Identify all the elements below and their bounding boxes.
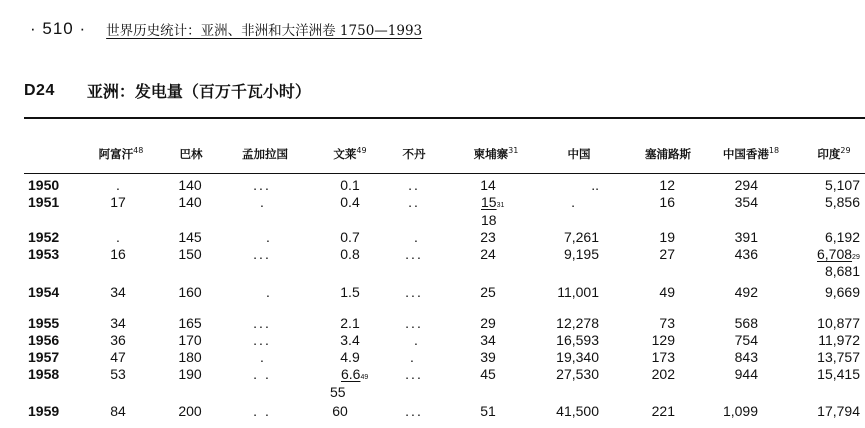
year-cell: 1958 (28, 366, 60, 382)
table-cell: 436 (734, 246, 758, 262)
table-cell: 12,278 (556, 315, 599, 331)
column-header: 文莱$^{49}$ (333, 146, 367, 161)
table-cell: 202 (651, 366, 675, 382)
table-cell: 190 (178, 366, 202, 382)
table-cell: 221 (651, 403, 675, 419)
table-cell-continued: 18 (481, 212, 497, 228)
year-cell: 1956 (28, 332, 60, 348)
year-cell: 1951 (28, 194, 60, 210)
table-cell: 36 (110, 332, 126, 348)
table-cell: 60 (332, 403, 348, 419)
table-cell: 173 (651, 349, 675, 365)
table-cell: 843 (734, 349, 758, 365)
table-cell: 25 (480, 284, 496, 300)
table-cell: 9,669 (824, 284, 860, 300)
year-cell: 1953 (28, 246, 60, 262)
table-cell: .. (591, 177, 599, 193)
table-cell: 11,001 (557, 284, 599, 300)
table-cell: 16,593 (556, 332, 599, 348)
table-cell: 73 (659, 315, 675, 331)
table-cell: 45 (480, 366, 496, 382)
table-cell: 4.9 (340, 349, 360, 365)
column-header: 中国香港$^{18}$ (722, 146, 780, 161)
table-caption: 亚洲：发电量（百万千瓦小时） (86, 82, 311, 101)
year-cell: 1955 (28, 315, 60, 331)
table-cell: 6,192 (824, 229, 860, 245)
table-cell: 34 (110, 315, 126, 331)
table-cell: . (571, 194, 575, 210)
table-cell: 34 (110, 284, 126, 300)
table-cell: 180 (178, 349, 202, 365)
table-cell: . (116, 177, 120, 193)
table-cell: 754 (734, 332, 758, 348)
table-cell: 391 (734, 229, 758, 245)
table-cell: 15,415 (817, 366, 860, 382)
table-cell: ... (253, 332, 271, 348)
table-cell: . (414, 229, 418, 245)
table-cell: 27 (659, 246, 675, 262)
table-cell: ... (405, 366, 423, 382)
table-cell: 17 (110, 194, 126, 210)
table-cell-continued: 55 (330, 384, 346, 400)
column-header: 印度$^{29}$ (817, 146, 851, 161)
table-cell: 51 (480, 403, 496, 419)
table-cell: 150 (178, 246, 202, 262)
table-cell: . (260, 349, 264, 365)
table-cell: 16 (110, 246, 126, 262)
table-cell: 160 (178, 284, 202, 300)
table-cell: ... (405, 403, 423, 419)
table-cell: 14 (480, 177, 496, 193)
table-cell: 12 (659, 177, 675, 193)
table-cell: ... (253, 246, 271, 262)
table-cell: . . (253, 403, 271, 419)
table-cell: ... (253, 315, 271, 331)
year-cell: 1950 (28, 177, 60, 193)
table-cell: 200 (178, 403, 202, 419)
table-cell: 11,972 (818, 332, 860, 348)
running-title: 世界历史统计：亚洲、非洲和大洋洲卷 1750—1993 (106, 23, 423, 39)
table-cell: 354 (734, 194, 758, 210)
table-cell: 2.1 (340, 315, 360, 331)
column-header: 巴林 (179, 147, 203, 161)
table-cell: 170 (178, 332, 202, 348)
table-cell: 492 (734, 284, 758, 300)
top-rule (24, 117, 865, 119)
table-title (24, 79, 311, 102)
column-header: 不丹 (402, 147, 426, 161)
column-header-row (0, 146, 865, 166)
table-cell: 19,340 (556, 349, 599, 365)
table-cell: 10,877 (817, 315, 860, 331)
table-cell: . (260, 194, 264, 210)
table-cell: 0.7 (340, 229, 360, 245)
table-cell: ... (405, 315, 423, 331)
header-rule (24, 173, 865, 174)
table-cell: 145 (178, 229, 202, 245)
table-cell: 1,099 (722, 403, 758, 419)
table-cell: 53 (110, 366, 126, 382)
table-cell: . (266, 229, 270, 245)
table-cell: 41,500 (556, 403, 599, 419)
table-cell: 6,70829 (817, 246, 860, 262)
table-cell: 129 (651, 332, 675, 348)
table-cell: 16 (659, 194, 675, 210)
table-cell: 1.5 (340, 284, 360, 300)
column-header: 孟加拉国 (242, 147, 288, 161)
table-cell: .. (408, 177, 420, 193)
table-cell: 49 (659, 284, 675, 300)
table-cell: 47 (110, 349, 126, 365)
column-header: 塞浦路斯 (645, 147, 691, 161)
table-cell: 29 (480, 315, 496, 331)
table-cell: .. (408, 194, 420, 210)
column-header: 阿富汗$^{48}$ (98, 146, 144, 161)
table-id: D24 (24, 81, 55, 99)
table-cell: 7,261 (563, 229, 599, 245)
page-header (30, 18, 422, 40)
page-number: · 510 · (30, 19, 87, 38)
table-cell: 13,757 (817, 349, 860, 365)
table-cell: 19 (659, 229, 675, 245)
table-cell: 84 (110, 403, 126, 419)
table-cell: ... (253, 177, 271, 193)
table-cell: 568 (734, 315, 758, 331)
table-cell: . (266, 284, 270, 300)
table-cell-continued: 8,681 (824, 263, 860, 279)
table-cell: 6.649 (341, 366, 369, 382)
table-cell: . (116, 229, 120, 245)
table-cell: 17,794 (817, 403, 860, 419)
table-cell: 3.4 (340, 332, 360, 348)
table-cell: 5,856 (824, 194, 860, 210)
table-cell: 0.4 (340, 194, 360, 210)
table-cell: 944 (734, 366, 758, 382)
table-cell: 5,107 (824, 177, 860, 193)
table-cell: 24 (480, 246, 496, 262)
table-cell: 140 (178, 177, 202, 193)
year-cell: 1954 (28, 284, 60, 300)
table-cell: 27,530 (556, 366, 599, 382)
table-cell: 23 (480, 229, 496, 245)
table-cell: 294 (734, 177, 758, 193)
table-cell: ... (405, 246, 423, 262)
column-header: 柬埔寨$^{31}$ (473, 146, 519, 161)
table-cell: 140 (178, 194, 202, 210)
column-header: 中国 (567, 147, 591, 161)
table-cell: ... (405, 284, 423, 300)
table-cell: . (414, 332, 418, 348)
table-cell: 1531 (481, 194, 505, 210)
table-cell: 34 (480, 332, 496, 348)
table-cell: 39 (480, 349, 496, 365)
table-cell: . . (253, 366, 271, 382)
year-cell: 1959 (28, 403, 60, 419)
table-cell: . (410, 349, 414, 365)
table-cell: 0.8 (340, 246, 360, 262)
table-cell: 0.1 (340, 177, 360, 193)
year-cell: 1957 (28, 349, 60, 365)
table-cell: 165 (178, 315, 202, 331)
table-cell: 9,195 (563, 246, 599, 262)
year-cell: 1952 (28, 229, 60, 245)
